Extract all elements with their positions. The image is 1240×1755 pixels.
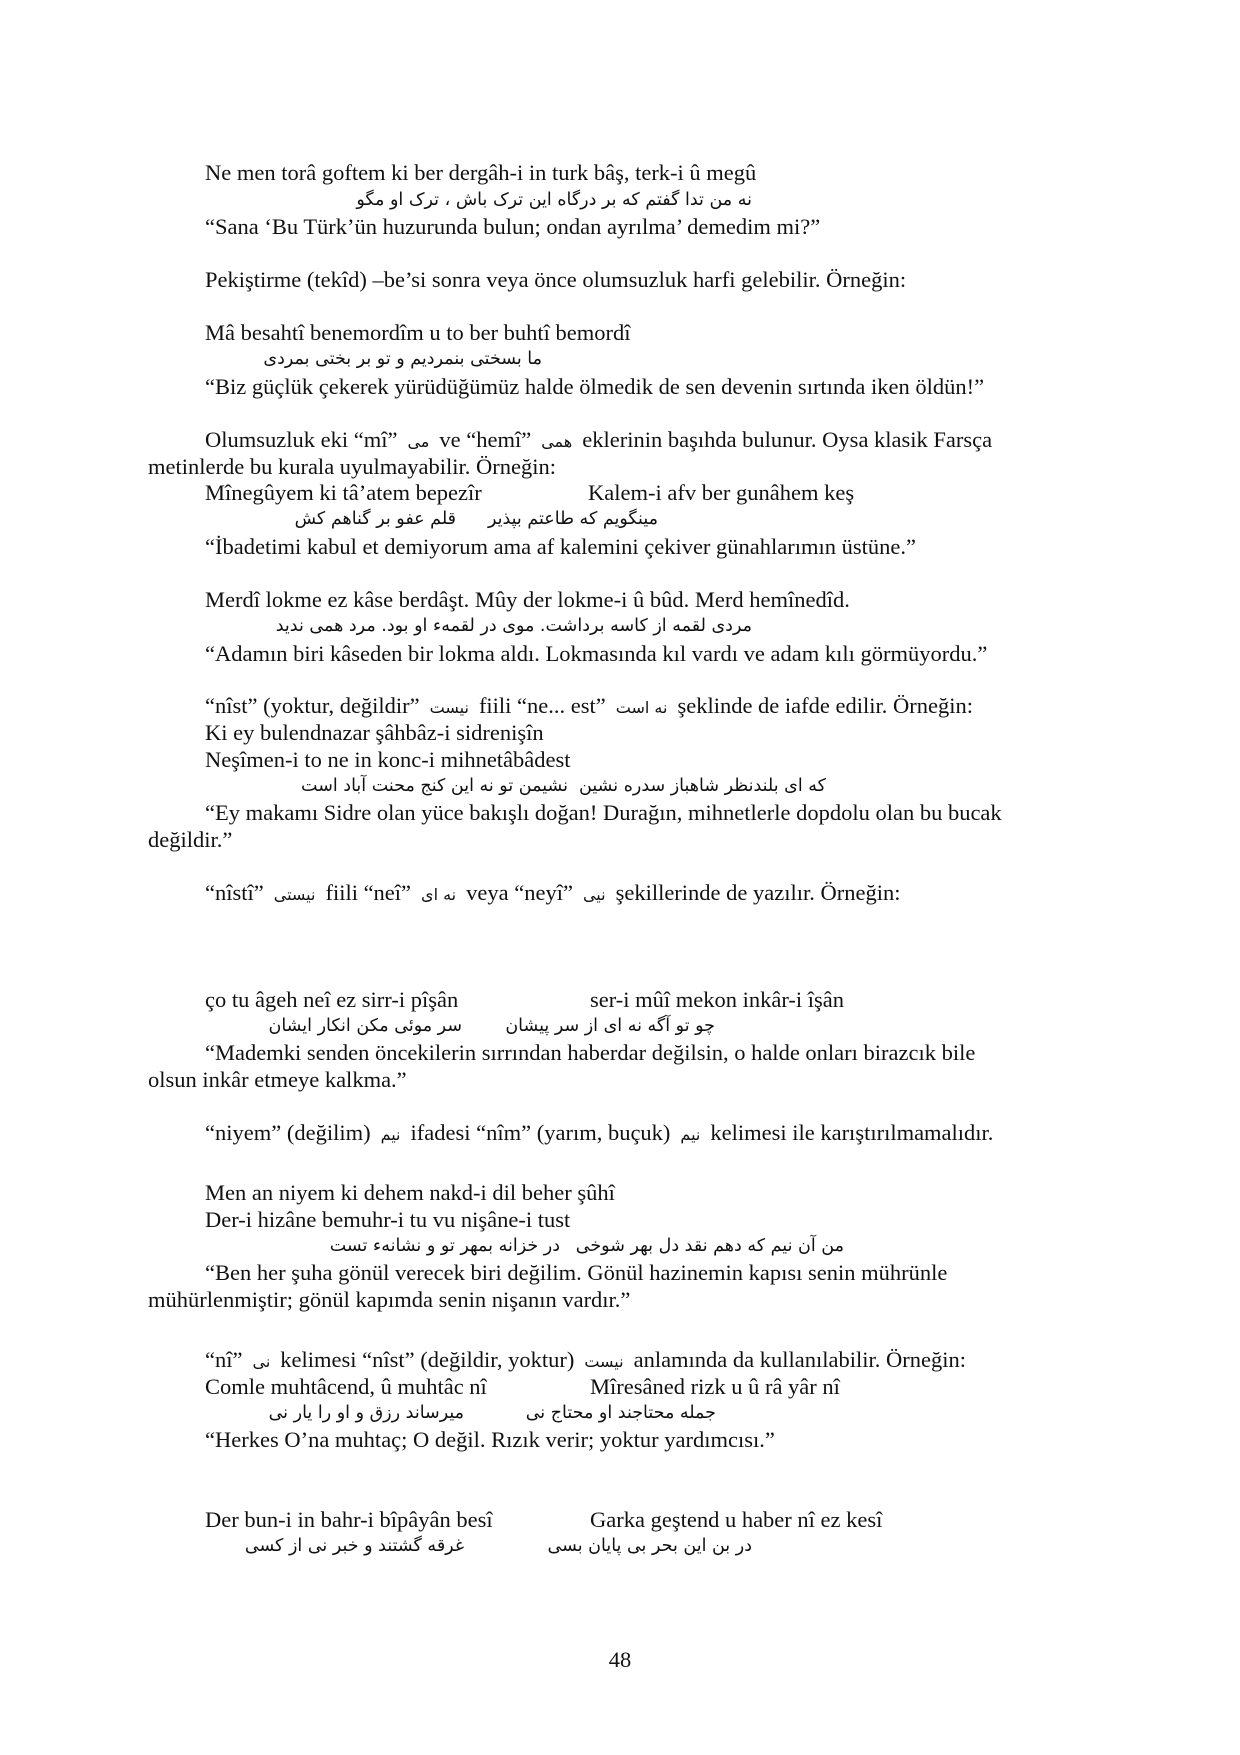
- text-span: Olumsuzluk eki “mî”: [205, 427, 398, 452]
- transliteration-line-a: Der bun-i in bahr-i bîpâyân besî: [205, 1507, 493, 1532]
- text-span: veya “neyî”: [466, 880, 573, 905]
- text-span: kelimesi “nîst” (değildir, yoktur): [280, 1347, 575, 1372]
- persian-verse-b: قلم عفو بر گناهم کش: [294, 509, 456, 529]
- translation-line: “Sana ‘Bu Türk’ün huzurunda bulun; ondan ayrılma’ demedim mi?”: [205, 214, 821, 239]
- persian-verse: مردی لقمه از کاسه برداشت. موی در لقمهء او بود. مرد همی ندید: [275, 616, 752, 636]
- persian-verse-a: در بن این بحر بی پایان بسی: [547, 1536, 752, 1556]
- transliteration-line-b: ser-i mûî mekon inkâr-i îşân: [590, 987, 845, 1012]
- transliteration-line: Merdî lokme ez kâse berdâşt. Mûy der lokme-i û bûd. Merd hemînedîd.: [205, 587, 850, 612]
- persian-word: نیی: [582, 885, 606, 904]
- persian-verse-a: مینگویم که طاعتم بپذیر: [487, 509, 658, 529]
- persian-verse-b: غرقه گشتند و خبر نی از کسی: [244, 1536, 464, 1556]
- text-span: kelimesi ile karıştırılmamalıdır.: [710, 1120, 994, 1145]
- persian-word: نیستی: [273, 885, 316, 904]
- transliteration-line: Neşîmen-i to ne in konc-i mihnetâbâdest: [205, 747, 571, 772]
- persian-word: نی: [252, 1352, 271, 1371]
- persian-word: همی: [541, 432, 573, 451]
- persian-verse-a: من آن نیم که دهم نقد دل بهر شوخی: [575, 1236, 844, 1256]
- persian-verse-a: که ای بلندنظر شاهباز سدره نشین: [579, 776, 826, 796]
- text-span: ifadesi “nîm” (yarım, buçuk): [410, 1120, 671, 1145]
- translation-line: “Herkes O’na muhtaç; O değil. Rızık verir; yoktur yardımcısı.”: [205, 1427, 775, 1452]
- persian-verse-b: نشیمن تو نه این کنج محنت آباد است: [301, 776, 568, 796]
- transliteration-line-a: ço tu âgeh neî ez sirr-i pîşân: [205, 987, 459, 1012]
- text-span: fiili “neî”: [325, 880, 412, 905]
- transliteration-line-a: Mînegûyem ki tâ’atem bepezîr: [205, 480, 482, 505]
- transliteration-line-b: Kalem-i afv ber gunâhem keş: [588, 480, 855, 505]
- translation-line: değildir.”: [148, 827, 233, 852]
- paragraph-olumsuzluk-line2: metinlerde bu kurala uyulmayabilir. Örneğin:: [148, 454, 557, 479]
- transliteration-line: Ne men torâ goftem ki ber dergâh-i in turk bâş, terk-i û megû: [205, 160, 757, 185]
- page-number: 48: [608, 1647, 632, 1672]
- text-span: şeklinde de iafde edilir. Örneğin:: [677, 693, 973, 718]
- persian-verse-b: در خزانه بمهر تو و نشانهء تست: [329, 1236, 560, 1256]
- text-span: “niyem” (değilim): [205, 1120, 371, 1145]
- text-span: “nî”: [205, 1347, 243, 1372]
- translation-line: “Mademki senden öncekilerin sırrından haberdar değilsin, o halde onları birazcık bile: [205, 1040, 976, 1065]
- translation-line: olsun inkâr etmeye kalkma.”: [148, 1067, 407, 1092]
- transliteration-line: Men an niyem ki dehem nakd-i dil beher şûhî: [205, 1180, 615, 1205]
- persian-word: نیم: [380, 1125, 401, 1144]
- persian-verse-a: چو تو آگه نه ای از سر پیشان: [505, 1016, 715, 1036]
- paragraph-tekid: Pekiştirme (tekîd) –be’si sonra veya önce olumsuzluk harfi gelebilir. Örneğin:: [205, 267, 907, 292]
- transliteration-line: Der-i hizâne bemuhr-i tu vu nişâne-i tust: [205, 1207, 571, 1232]
- persian-word: نه است: [615, 698, 668, 717]
- persian-word: می: [407, 432, 430, 451]
- paragraph-niyem: [205, 1118, 993, 1149]
- transliteration-line: Mâ besahtî benemordîm u to ber buhtî bemordî: [205, 320, 631, 345]
- transliteration-line-b: Garka geştend u haber nî ez kesî: [590, 1507, 883, 1532]
- paragraph-nisti: [205, 878, 901, 909]
- persian-word: نه ای: [421, 885, 457, 904]
- text-span: “nîstî”: [205, 880, 264, 905]
- text-span: anlamında da kullanılabilir. Örneğin:: [633, 1347, 966, 1372]
- text-span: ve “hemî”: [439, 427, 532, 452]
- text-span: şekillerinde de yazılır. Örneğin:: [615, 880, 901, 905]
- persian-word: نیم: [680, 1125, 701, 1144]
- text-span: “nîst” (yoktur, değildir”: [205, 693, 420, 718]
- persian-verse-a: جمله محتاجند او محتاج نی: [525, 1403, 716, 1423]
- persian-verse: ما بسختی بنمردیم و تو بر بختی بمردی: [263, 349, 542, 369]
- translation-line: “Adamın biri kâseden bir lokma aldı. Lokmasında kıl vardı ve adam kılı görmüyordu.”: [205, 641, 988, 666]
- persian-verse: نه من تدا گفتم که بر درگاه این ترک باش ، ترک او مگو: [356, 190, 752, 210]
- translation-line: “İbadetimi kabul et demiyorum ama af kalemini çekiver günahlarımın üstüne.”: [205, 534, 917, 559]
- translation-line: “Biz güçlük çekerek yürüdüğümüz halde ölmedik de sen devenin sırtında iken öldün!”: [205, 374, 985, 399]
- text-span: fiili “ne... est”: [478, 693, 606, 718]
- transliteration-line: Ki ey bulendnazar şâhbâz-i sidrenişîn: [205, 720, 544, 745]
- persian-verse-b: میرساند رزق و او را یار نی: [268, 1403, 464, 1423]
- transliteration-line-a: Comle muhtâcend, û muhtâc nî: [205, 1374, 487, 1399]
- translation-line: “Ey makamı Sidre olan yüce bakışlı doğan! Durağın, mihnetlerle dopdolu olan bu bucak: [205, 800, 1002, 825]
- persian-word: نیست: [429, 698, 469, 717]
- transliteration-line-b: Mîresâned rizk u û râ yâr nî: [590, 1374, 840, 1399]
- persian-word: نیست: [584, 1352, 624, 1371]
- translation-line: “Ben her şuha gönül verecek biri değilim. Gönül hazinemin kapısı senin mührünle: [205, 1260, 948, 1285]
- persian-verse-b: سر موئی مکن انکار ایشان: [268, 1016, 462, 1036]
- text-span: eklerinin başıhda bulunur. Oysa klasik Farsça: [582, 427, 993, 452]
- translation-line: mühürlenmiştir; gönül kapımda senin nişanın vardır.”: [148, 1287, 631, 1312]
